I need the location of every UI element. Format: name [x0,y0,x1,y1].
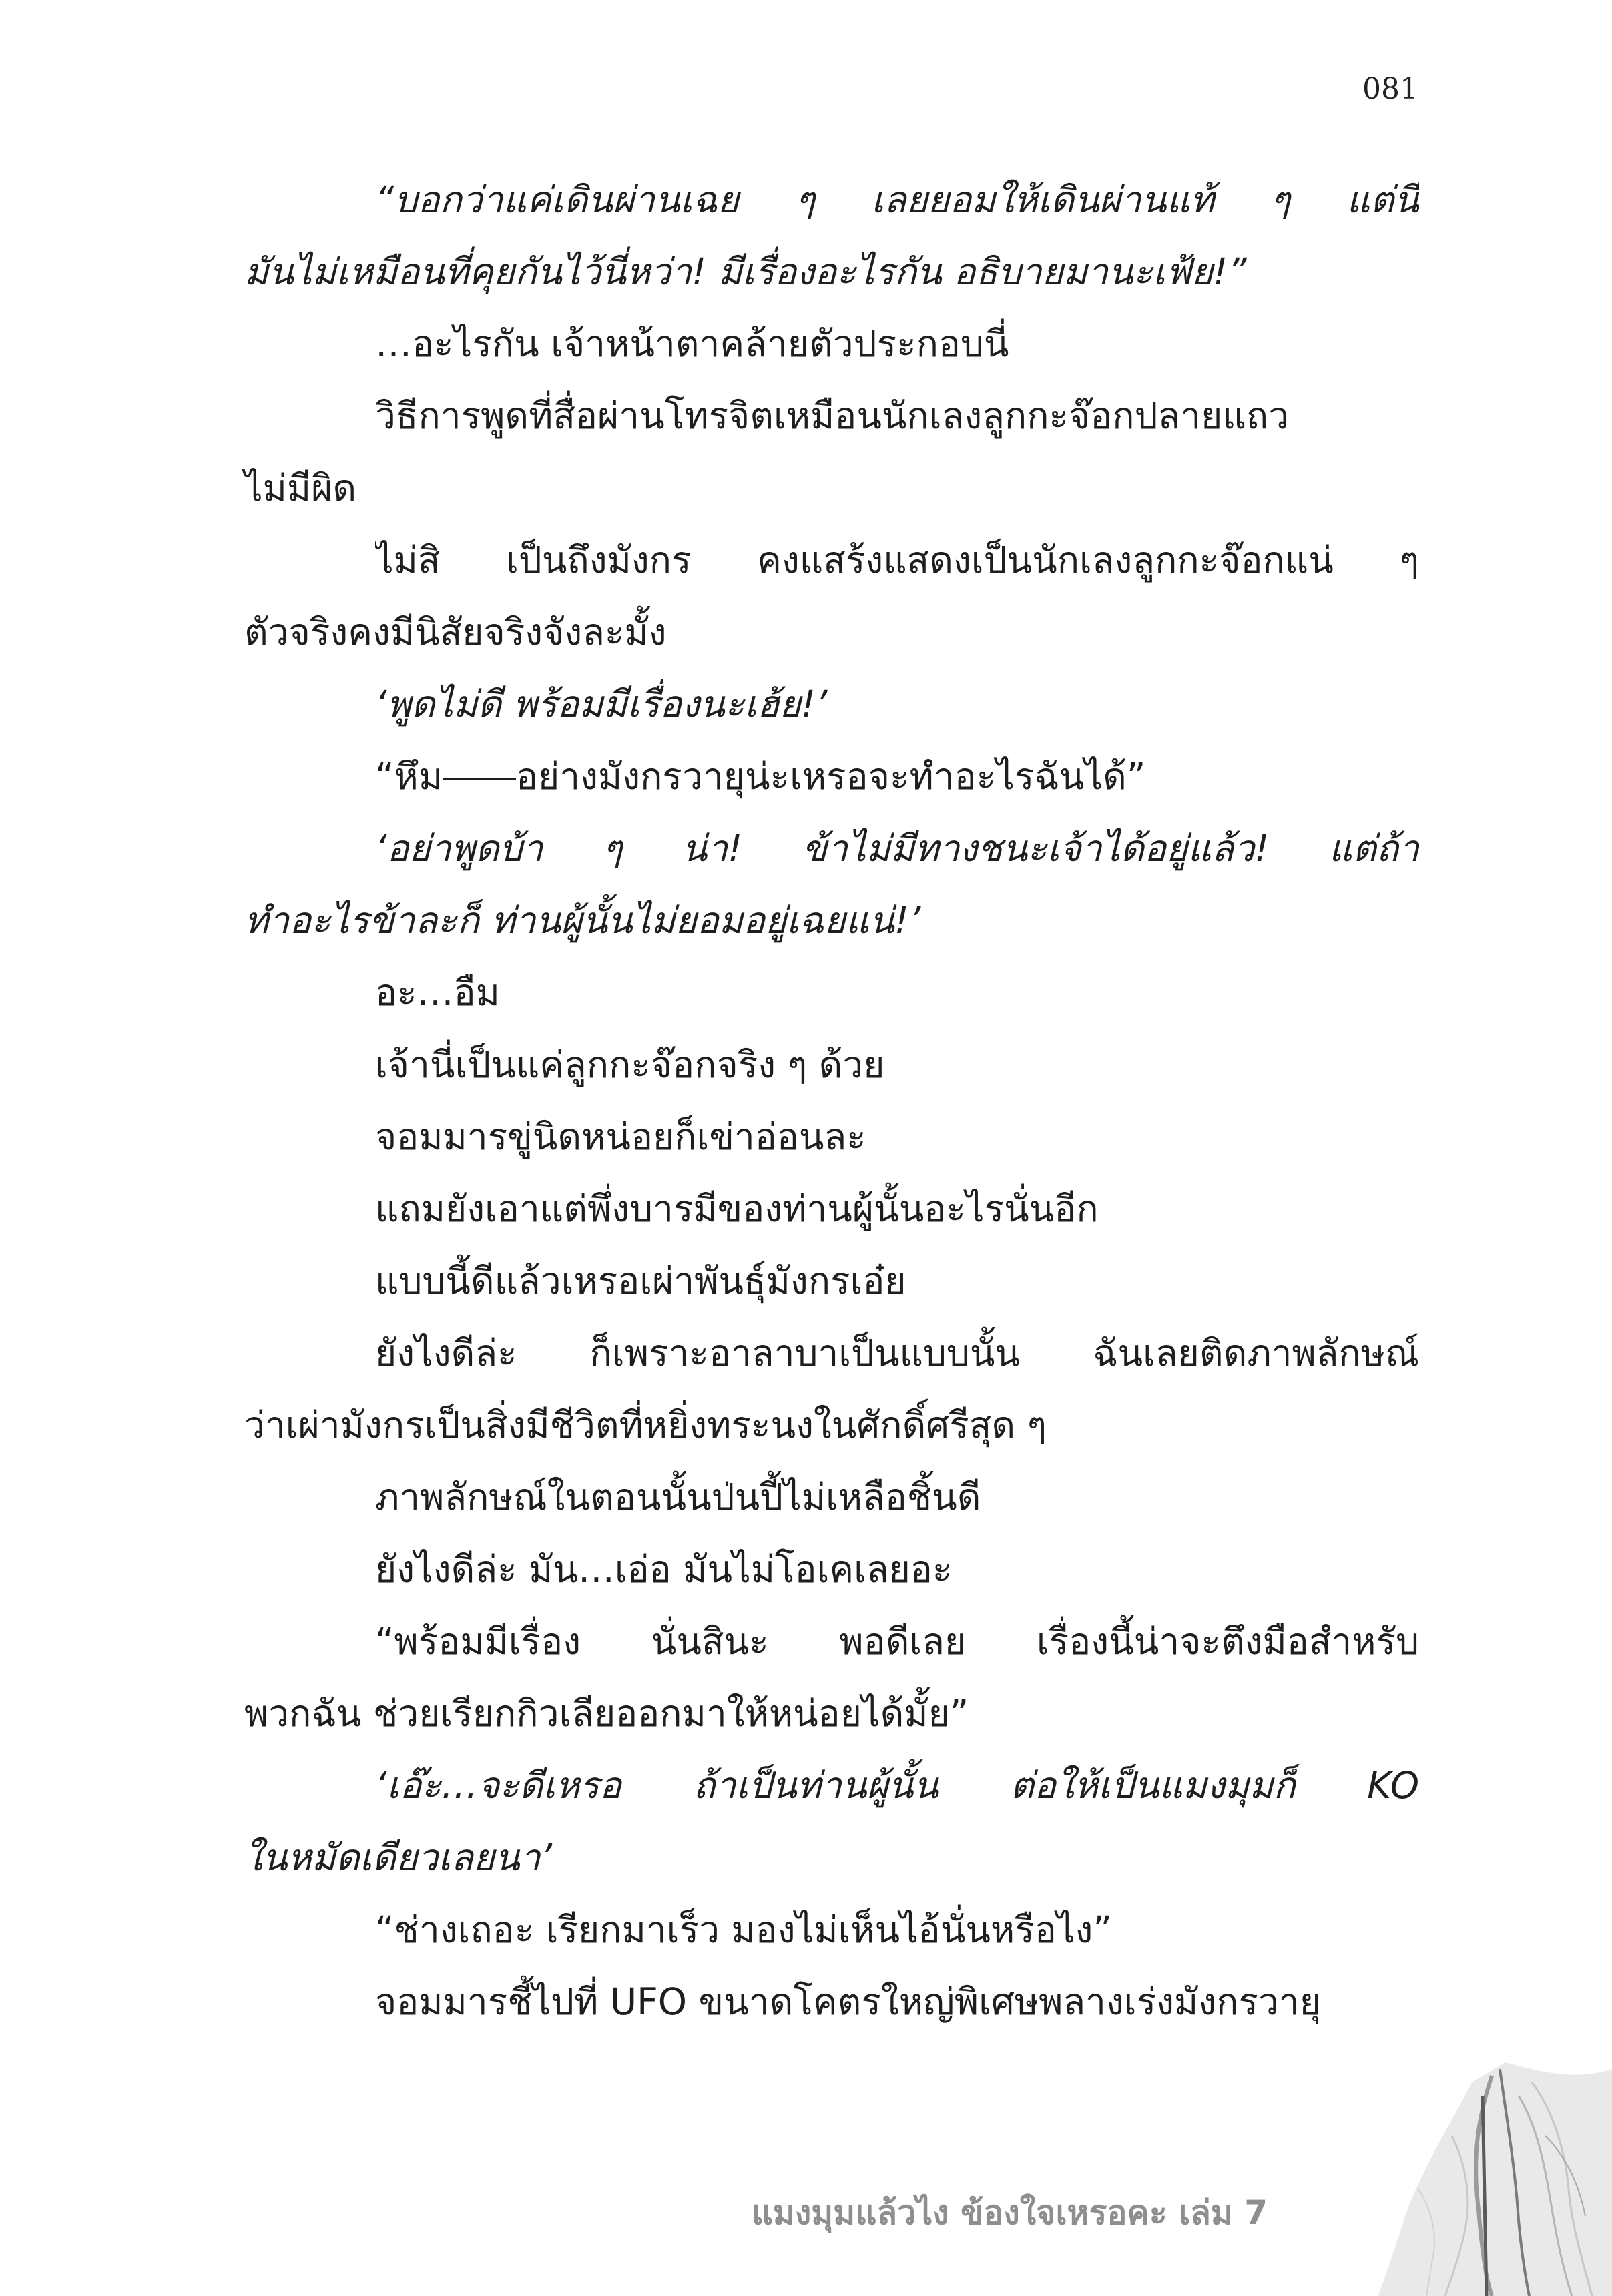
text-line: ไม่สิ เป็นถึงมังกร คงแสร้งแสดงเป็นนักเลงลูกกะจ๊อกแน่ ๆ [375,539,1419,581]
text-line: แบบนี้ดีแล้วเหรอเผ่าพันธุ์มังกรเอ๋ย [375,1259,906,1302]
text-line: “ช่างเถอะ เรียกมาเร็ว มองไม่เห็นไอ้นั่นหรือไง” [375,1908,1112,1951]
text-line: ‘อย่าพูดบ้า ๆ น่า! ข้าไม่มีทางชนะเจ้าได้อยู่แล้ว! แต่ถ้า [375,827,1419,870]
page-number: 081 [1362,72,1418,106]
text-line: ในหมัดเดียวเลยนา’ [244,1836,553,1879]
text-line: มันไม่เหมือนที่คุยกันไว้นี่หว่า! มีเรื่องอะไรกัน อธิบายมานะเฟ้ย!” [244,250,1247,293]
text-line: พวกฉัน ช่วยเรียกกิวเลียออกมาให้หน่อยได้มั้ย” [244,1692,969,1735]
text-line: ตัวจริงคงมีนิสัยจริงจังละมั้ง [244,611,667,653]
text-line: เจ้านี่เป็นแค่ลูกกะจ๊อกจริง ๆ ด้วย [375,1043,885,1086]
text-line: อะ…อืม [375,971,500,1014]
text-line: ‘เอ๊ะ…จะดีเหรอ ถ้าเป็นท่านผู้นั้น ต่อให้เป็นแมงมุมก็ KO [375,1764,1419,1807]
book-title-footer: แมงมุมแล้วไง ข้องใจเหรอคะ เล่ม 7 [751,2193,1268,2232]
text-line: วิธีการพูดที่สื่อผ่านโทรจิตเหมือนนักเลงลูกกะจ๊อกปลายแถว [375,394,1289,437]
text-line: “หึม――อย่างมังกรวายุน่ะเหรอจะทำอะไรฉันได้” [375,755,1146,798]
text-line: ยังไงดีล่ะ มัน…เอ่อ มันไม่โอเคเลยอะ [375,1548,953,1591]
text-line: ว่าเผ่ามังกรเป็นสิ่งมีชีวิตที่หยิ่งทระนงในศักดิ์ศรีสุด ๆ [244,1404,1047,1446]
text-line: ทำอะไรข้าละก็ ท่านผู้นั้นไม่ยอมอยู่เฉยแน่!’ [244,899,921,942]
text-line: …อะไรกัน เจ้าหน้าตาคล้ายตัวประกอบนี่ [375,322,1009,365]
text-line: ‘พูดไม่ดี พร้อมมีเรื่องนะเฮ้ย!’ [375,683,828,726]
text-line: จอมมารขู่นิดหน่อยก็เข่าอ่อนละ [375,1115,866,1158]
text-line: แถมยังเอาแต่พึ่งบารมีของท่านผู้นั้นอะไรนั่นอีก [375,1187,1099,1230]
text-line: จอมมารชี้ไปที่ UFO ขนาดโคตรใหญ่พิเศษพลางเร่งมังกรวายุ [375,1980,1321,2023]
text-line: “พร้อมมีเรื่อง นั่นสินะ พอดีเลย เรื่องนี้น่าจะตึงมือสำหรับ [375,1620,1419,1663]
text-line: ภาพลักษณ์ในตอนนั้นป่นปี้ไม่เหลือชิ้นดี [375,1476,981,1518]
character-illustration [1252,2056,1612,2296]
text-line: ยังไงดีล่ะ ก็เพราะอาลาบาเป็นแบบนั้น ฉันเลยติดภาพลักษณ์ [375,1332,1419,1374]
text-line: ไม่มีผิด [244,467,357,509]
text-line: “บอกว่าแค่เดินผ่านเฉย ๆ เลยยอมให้เดินผ่านแท้ ๆ แต่นี่ [375,178,1419,221]
